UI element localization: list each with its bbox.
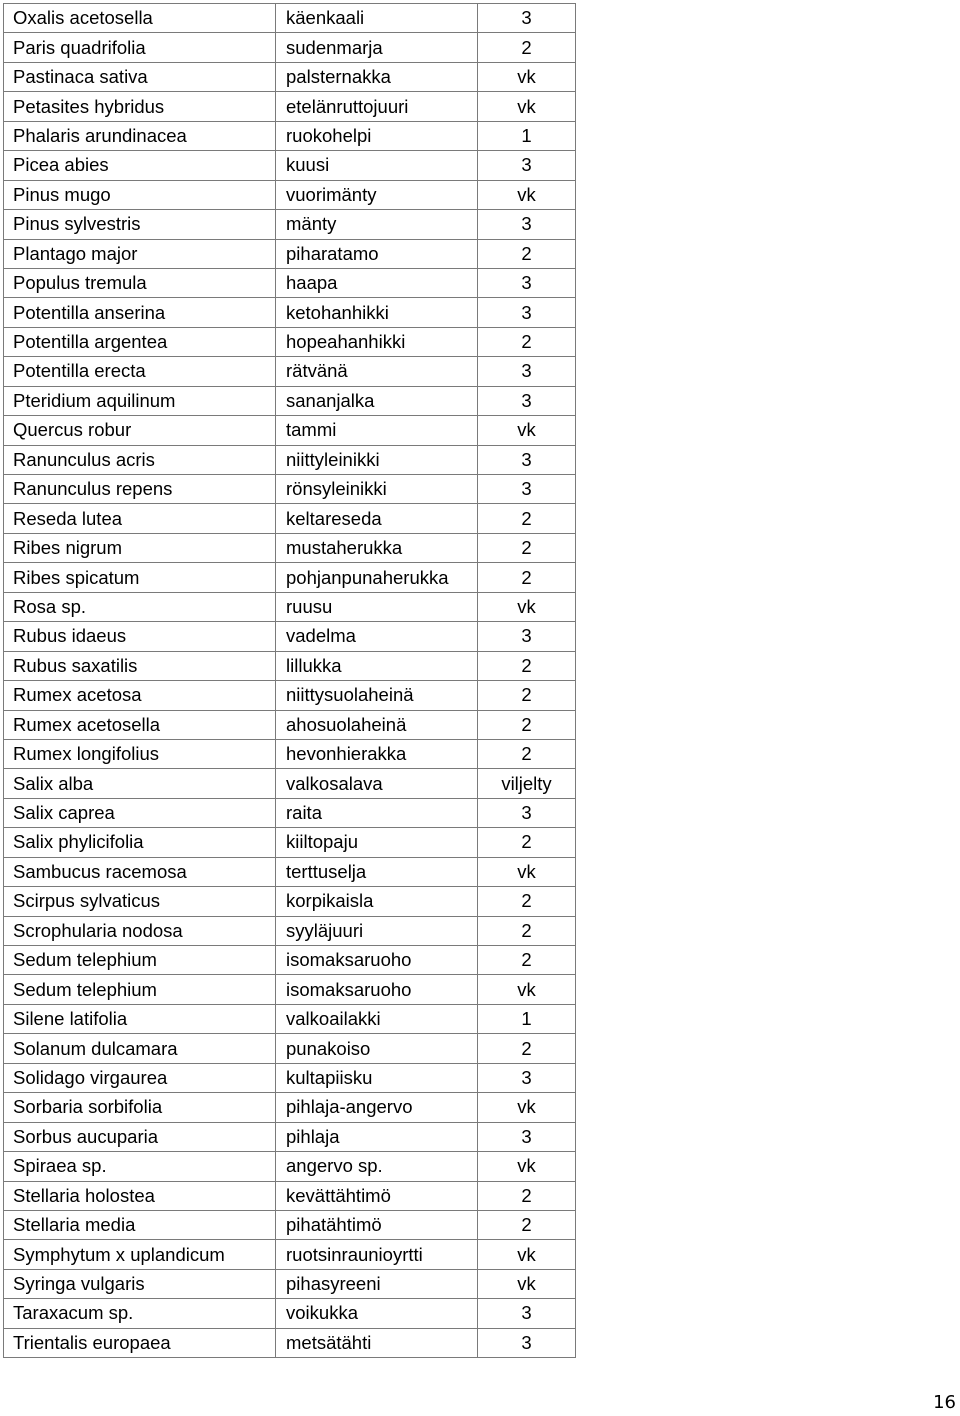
value-cell: 1 (478, 121, 576, 150)
table-row (4, 857, 576, 886)
value-cell: vk (478, 1240, 576, 1269)
value-cell: 2 (478, 563, 576, 592)
scientific-name-cell: Scirpus sylvaticus (4, 887, 276, 916)
finnish-name-cell: ruotsinraunioyrtti (276, 1240, 478, 1269)
finnish-name-cell: punakoiso (276, 1034, 478, 1063)
scientific-name-cell: Sambucus racemosa (4, 857, 276, 886)
table-row (4, 327, 576, 356)
finnish-name-cell: lillukka (276, 651, 478, 680)
table-row (4, 769, 576, 798)
finnish-name-cell: angervo sp. (276, 1152, 478, 1181)
table-row (4, 533, 576, 562)
finnish-name-cell: kiiltopaju (276, 828, 478, 857)
value-cell: 1 (478, 1004, 576, 1033)
scientific-name-cell: Oxalis acetosella (4, 4, 276, 33)
value-cell: 3 (478, 1299, 576, 1328)
scientific-name-cell: Sedum telephium (4, 946, 276, 975)
value-cell: 2 (478, 710, 576, 739)
finnish-name-cell: niittysuolaheinä (276, 681, 478, 710)
table-row (4, 416, 576, 445)
scientific-name-cell: Pteridium aquilinum (4, 386, 276, 415)
finnish-name-cell: ketohanhikki (276, 298, 478, 327)
scientific-name-cell: Paris quadrifolia (4, 33, 276, 62)
value-cell: 3 (478, 268, 576, 297)
finnish-name-cell: kevättähtimö (276, 1181, 478, 1210)
value-cell: 2 (478, 504, 576, 533)
table-row (4, 298, 576, 327)
finnish-name-cell: isomaksaruoho (276, 975, 478, 1004)
value-cell: vk (478, 92, 576, 121)
scientific-name-cell: Quercus robur (4, 416, 276, 445)
scientific-name-cell: Potentilla erecta (4, 357, 276, 386)
species-table (3, 3, 576, 1358)
finnish-name-cell: vadelma (276, 622, 478, 651)
scientific-name-cell: Stellaria media (4, 1210, 276, 1239)
finnish-name-cell: terttuselja (276, 857, 478, 886)
table-row (4, 445, 576, 474)
scientific-name-cell: Sorbaria sorbifolia (4, 1093, 276, 1122)
scientific-name-cell: Ribes spicatum (4, 563, 276, 592)
scientific-name-cell: Picea abies (4, 151, 276, 180)
finnish-name-cell: ahosuolaheinä (276, 710, 478, 739)
finnish-name-cell: käenkaali (276, 4, 478, 33)
value-cell: viljelty (478, 769, 576, 798)
scientific-name-cell: Silene latifolia (4, 1004, 276, 1033)
table-row (4, 1181, 576, 1210)
table-row (4, 681, 576, 710)
finnish-name-cell: vuorimänty (276, 180, 478, 209)
finnish-name-cell: rönsyleinikki (276, 475, 478, 504)
table-row (4, 710, 576, 739)
table-row (4, 1210, 576, 1239)
table-row (4, 975, 576, 1004)
table-row (4, 1004, 576, 1033)
finnish-name-cell: hopeahanhikki (276, 327, 478, 356)
finnish-name-cell: kultapiisku (276, 1063, 478, 1092)
table-row (4, 651, 576, 680)
scientific-name-cell: Trientalis europaea (4, 1328, 276, 1357)
scientific-name-cell: Reseda lutea (4, 504, 276, 533)
finnish-name-cell: pihlaja-angervo (276, 1093, 478, 1122)
finnish-name-cell: voikukka (276, 1299, 478, 1328)
value-cell: 3 (478, 1328, 576, 1357)
value-cell: 3 (478, 798, 576, 827)
scientific-name-cell: Sorbus aucuparia (4, 1122, 276, 1151)
value-cell: 3 (478, 386, 576, 415)
finnish-name-cell: piharatamo (276, 239, 478, 268)
scientific-name-cell: Salix phylicifolia (4, 828, 276, 857)
scientific-name-cell: Pinus mugo (4, 180, 276, 209)
table-row (4, 946, 576, 975)
scientific-name-cell: Salix caprea (4, 798, 276, 827)
finnish-name-cell: pihatähtimö (276, 1210, 478, 1239)
table-row (4, 739, 576, 768)
table-row (4, 268, 576, 297)
value-cell: vk (478, 416, 576, 445)
value-cell: 2 (478, 916, 576, 945)
value-cell: 3 (478, 445, 576, 474)
value-cell: 3 (478, 298, 576, 327)
table-row (4, 1152, 576, 1181)
value-cell: vk (478, 180, 576, 209)
finnish-name-cell: ruokohelpi (276, 121, 478, 150)
value-cell: 2 (478, 327, 576, 356)
scientific-name-cell: Syringa vulgaris (4, 1269, 276, 1298)
finnish-name-cell: sananjalka (276, 386, 478, 415)
table-row (4, 1122, 576, 1151)
species-table-body (4, 4, 576, 1358)
finnish-name-cell: keltareseda (276, 504, 478, 533)
scientific-name-cell: Salix alba (4, 769, 276, 798)
table-row (4, 592, 576, 621)
table-row (4, 1328, 576, 1357)
value-cell: vk (478, 592, 576, 621)
value-cell: 3 (478, 1063, 576, 1092)
table-row (4, 121, 576, 150)
value-cell: vk (478, 1152, 576, 1181)
value-cell: 2 (478, 239, 576, 268)
scientific-name-cell: Potentilla anserina (4, 298, 276, 327)
scientific-name-cell: Rubus saxatilis (4, 651, 276, 680)
scientific-name-cell: Pastinaca sativa (4, 62, 276, 91)
finnish-name-cell: hevonhierakka (276, 739, 478, 768)
table-row (4, 798, 576, 827)
finnish-name-cell: ruusu (276, 592, 478, 621)
table-row (4, 1240, 576, 1269)
table-row (4, 622, 576, 651)
finnish-name-cell: isomaksaruoho (276, 946, 478, 975)
value-cell: 3 (478, 4, 576, 33)
finnish-name-cell: korpikaisla (276, 887, 478, 916)
value-cell: vk (478, 62, 576, 91)
finnish-name-cell: rätvänä (276, 357, 478, 386)
page-number: 16 (933, 1392, 956, 1413)
scientific-name-cell: Rumex acetosa (4, 681, 276, 710)
value-cell: vk (478, 1269, 576, 1298)
scientific-name-cell: Phalaris arundinacea (4, 121, 276, 150)
table-row (4, 1034, 576, 1063)
value-cell: 2 (478, 1181, 576, 1210)
finnish-name-cell: niittyleinikki (276, 445, 478, 474)
value-cell: 3 (478, 1122, 576, 1151)
value-cell: 3 (478, 210, 576, 239)
value-cell: 2 (478, 1034, 576, 1063)
scientific-name-cell: Solidago virgaurea (4, 1063, 276, 1092)
scientific-name-cell: Stellaria holostea (4, 1181, 276, 1210)
table-row (4, 1299, 576, 1328)
value-cell: 2 (478, 651, 576, 680)
value-cell: 2 (478, 33, 576, 62)
finnish-name-cell: valkosalava (276, 769, 478, 798)
scientific-name-cell: Spiraea sp. (4, 1152, 276, 1181)
table-row (4, 828, 576, 857)
table-row (4, 1269, 576, 1298)
finnish-name-cell: kuusi (276, 151, 478, 180)
scientific-name-cell: Rumex longifolius (4, 739, 276, 768)
value-cell: 3 (478, 622, 576, 651)
scientific-name-cell: Ranunculus repens (4, 475, 276, 504)
table-row (4, 239, 576, 268)
scientific-name-cell: Petasites hybridus (4, 92, 276, 121)
table-row (4, 1093, 576, 1122)
finnish-name-cell: mustaherukka (276, 533, 478, 562)
value-cell: 2 (478, 946, 576, 975)
finnish-name-cell: pihlaja (276, 1122, 478, 1151)
table-row (4, 4, 576, 33)
table-row (4, 563, 576, 592)
table-row (4, 916, 576, 945)
finnish-name-cell: raita (276, 798, 478, 827)
table-row (4, 210, 576, 239)
scientific-name-cell: Ranunculus acris (4, 445, 276, 474)
finnish-name-cell: valkoailakki (276, 1004, 478, 1033)
table-row (4, 180, 576, 209)
table-row (4, 475, 576, 504)
scientific-name-cell: Solanum dulcamara (4, 1034, 276, 1063)
scientific-name-cell: Populus tremula (4, 268, 276, 297)
finnish-name-cell: mänty (276, 210, 478, 239)
table-row (4, 357, 576, 386)
table-row (4, 504, 576, 533)
value-cell: vk (478, 1093, 576, 1122)
scientific-name-cell: Taraxacum sp. (4, 1299, 276, 1328)
scientific-name-cell: Symphytum x uplandicum (4, 1240, 276, 1269)
scientific-name-cell: Pinus sylvestris (4, 210, 276, 239)
value-cell: 3 (478, 151, 576, 180)
value-cell: 2 (478, 828, 576, 857)
value-cell: 2 (478, 1210, 576, 1239)
value-cell: 2 (478, 739, 576, 768)
scientific-name-cell: Potentilla argentea (4, 327, 276, 356)
finnish-name-cell: etelänruttojuuri (276, 92, 478, 121)
scientific-name-cell: Sedum telephium (4, 975, 276, 1004)
finnish-name-cell: sudenmarja (276, 33, 478, 62)
table-row (4, 887, 576, 916)
scientific-name-cell: Rumex acetosella (4, 710, 276, 739)
table-row (4, 92, 576, 121)
value-cell: 2 (478, 681, 576, 710)
finnish-name-cell: metsätähti (276, 1328, 478, 1357)
table-row (4, 151, 576, 180)
value-cell: 2 (478, 533, 576, 562)
value-cell: 2 (478, 887, 576, 916)
table-row (4, 33, 576, 62)
finnish-name-cell: pihasyreeni (276, 1269, 478, 1298)
finnish-name-cell: palsternakka (276, 62, 478, 91)
value-cell: vk (478, 975, 576, 1004)
finnish-name-cell: syyläjuuri (276, 916, 478, 945)
finnish-name-cell: tammi (276, 416, 478, 445)
finnish-name-cell: haapa (276, 268, 478, 297)
scientific-name-cell: Scrophularia nodosa (4, 916, 276, 945)
value-cell: 3 (478, 357, 576, 386)
scientific-name-cell: Rubus idaeus (4, 622, 276, 651)
table-row (4, 1063, 576, 1092)
table-row (4, 386, 576, 415)
scientific-name-cell: Plantago major (4, 239, 276, 268)
scientific-name-cell: Ribes nigrum (4, 533, 276, 562)
value-cell: vk (478, 857, 576, 886)
value-cell: 3 (478, 475, 576, 504)
scientific-name-cell: Rosa sp. (4, 592, 276, 621)
table-row (4, 62, 576, 91)
finnish-name-cell: pohjanpunaherukka (276, 563, 478, 592)
